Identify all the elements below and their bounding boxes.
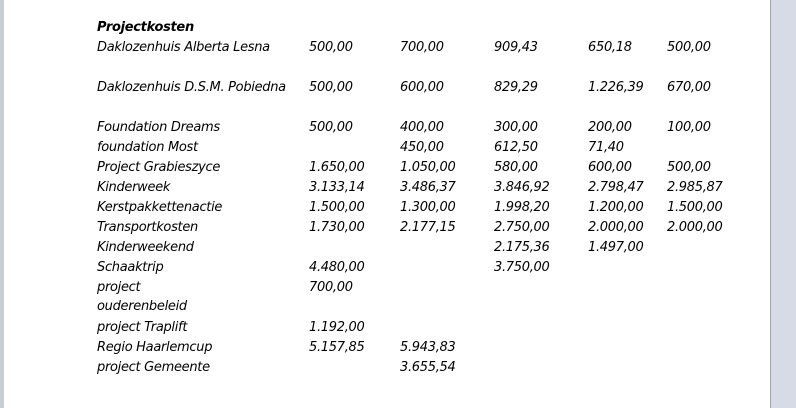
amount-cell: 100,00 bbox=[667, 120, 711, 135]
amount-cell: 500,00 bbox=[667, 160, 711, 175]
row-label: Regio Haarlemcup bbox=[97, 340, 213, 355]
amount-cell: 1.300,00 bbox=[400, 200, 456, 215]
row-label: Daklozenhuis Alberta Lesna bbox=[97, 40, 270, 55]
table-row bbox=[97, 238, 757, 258]
row-label: Transportkosten bbox=[97, 220, 198, 235]
table-row bbox=[97, 318, 757, 338]
amount-cell: 1.998,20 bbox=[494, 200, 550, 215]
amount-cell: 3.846,92 bbox=[494, 180, 550, 195]
amount-cell: 5.157,85 bbox=[309, 340, 365, 355]
amount-cell: 3.750,00 bbox=[494, 260, 550, 275]
amount-cell: 1.650,00 bbox=[309, 160, 365, 175]
amount-cell: 3.486,37 bbox=[400, 180, 456, 195]
amount-cell: 909,43 bbox=[494, 40, 538, 55]
amount-cell: 650,18 bbox=[588, 40, 632, 55]
page-heading: Projectkosten bbox=[97, 20, 194, 35]
amount-cell: 2.175,36 bbox=[494, 240, 550, 255]
amount-cell: 400,00 bbox=[400, 120, 444, 135]
row-label: Kerstpakkettenactie bbox=[97, 200, 223, 215]
table-row bbox=[97, 218, 757, 238]
amount-cell: 2.750,00 bbox=[494, 220, 550, 235]
amount-cell: 500,00 bbox=[667, 40, 711, 55]
amount-cell: 450,00 bbox=[400, 140, 444, 155]
amount-cell: 500,00 bbox=[309, 80, 353, 95]
project-costs-table bbox=[97, 18, 757, 378]
table-row bbox=[97, 38, 757, 78]
amount-cell: 1.226,39 bbox=[588, 80, 644, 95]
amount-cell: 670,00 bbox=[667, 80, 711, 95]
table-row bbox=[97, 138, 757, 158]
amount-cell: 1.730,00 bbox=[309, 220, 365, 235]
amount-cell: 2.798,47 bbox=[588, 180, 644, 195]
table-row bbox=[97, 198, 757, 218]
amount-cell: 3.133,14 bbox=[309, 180, 365, 195]
amount-cell: 1.500,00 bbox=[309, 200, 365, 215]
amount-cell: 3.655,54 bbox=[400, 360, 456, 375]
amount-cell: 1.200,00 bbox=[588, 200, 644, 215]
table-row bbox=[97, 338, 757, 358]
row-label: project Traplift bbox=[97, 320, 188, 335]
amount-cell: 2.177,15 bbox=[400, 220, 456, 235]
amount-cell: 600,00 bbox=[588, 160, 632, 175]
row-label: Schaaktrip bbox=[97, 260, 164, 275]
amount-cell: 71,40 bbox=[588, 140, 624, 155]
table-row bbox=[97, 258, 757, 278]
amount-cell: 1.050,00 bbox=[400, 160, 456, 175]
amount-cell: 200,00 bbox=[588, 120, 632, 135]
row-label: Daklozenhuis D.S.M. Pobiedna bbox=[97, 80, 286, 95]
amount-cell: 829,29 bbox=[494, 80, 538, 95]
amount-cell: 500,00 bbox=[309, 120, 353, 135]
amount-cell: 2.985,87 bbox=[667, 180, 723, 195]
table-row bbox=[97, 118, 757, 138]
amount-cell: 300,00 bbox=[494, 120, 538, 135]
table-row bbox=[97, 278, 757, 318]
row-label: foundation Most bbox=[97, 140, 198, 155]
amount-cell: 1.500,00 bbox=[667, 200, 723, 215]
amount-cell: 700,00 bbox=[309, 280, 353, 295]
row-label: Kinderweek bbox=[97, 180, 171, 195]
row-label: project ouderenbeleid bbox=[97, 280, 187, 314]
row-label: Foundation Dreams bbox=[97, 120, 220, 135]
left-gutter bbox=[0, 0, 4, 408]
amount-cell: 1.192,00 bbox=[309, 320, 365, 335]
amount-cell: 600,00 bbox=[400, 80, 444, 95]
amount-cell: 1.497,00 bbox=[588, 240, 644, 255]
amount-cell: 2.000,00 bbox=[588, 220, 644, 235]
table-row bbox=[97, 78, 757, 118]
amount-cell: 700,00 bbox=[400, 40, 444, 55]
amount-cell: 612,50 bbox=[494, 140, 538, 155]
row-label: project Gemeente bbox=[97, 360, 210, 375]
window-right-edge bbox=[770, 0, 796, 408]
amount-cell: 5.943,83 bbox=[400, 340, 456, 355]
table-row bbox=[97, 158, 757, 178]
amount-cell: 2.000,00 bbox=[667, 220, 723, 235]
row-label: Kinderweekend bbox=[97, 240, 194, 255]
amount-cell: 500,00 bbox=[309, 40, 353, 55]
table-row bbox=[97, 358, 757, 378]
amount-cell: 580,00 bbox=[494, 160, 538, 175]
row-label: Project Grabieszyce bbox=[97, 160, 221, 175]
amount-cell: 4.480,00 bbox=[309, 260, 365, 275]
table-row bbox=[97, 178, 757, 198]
